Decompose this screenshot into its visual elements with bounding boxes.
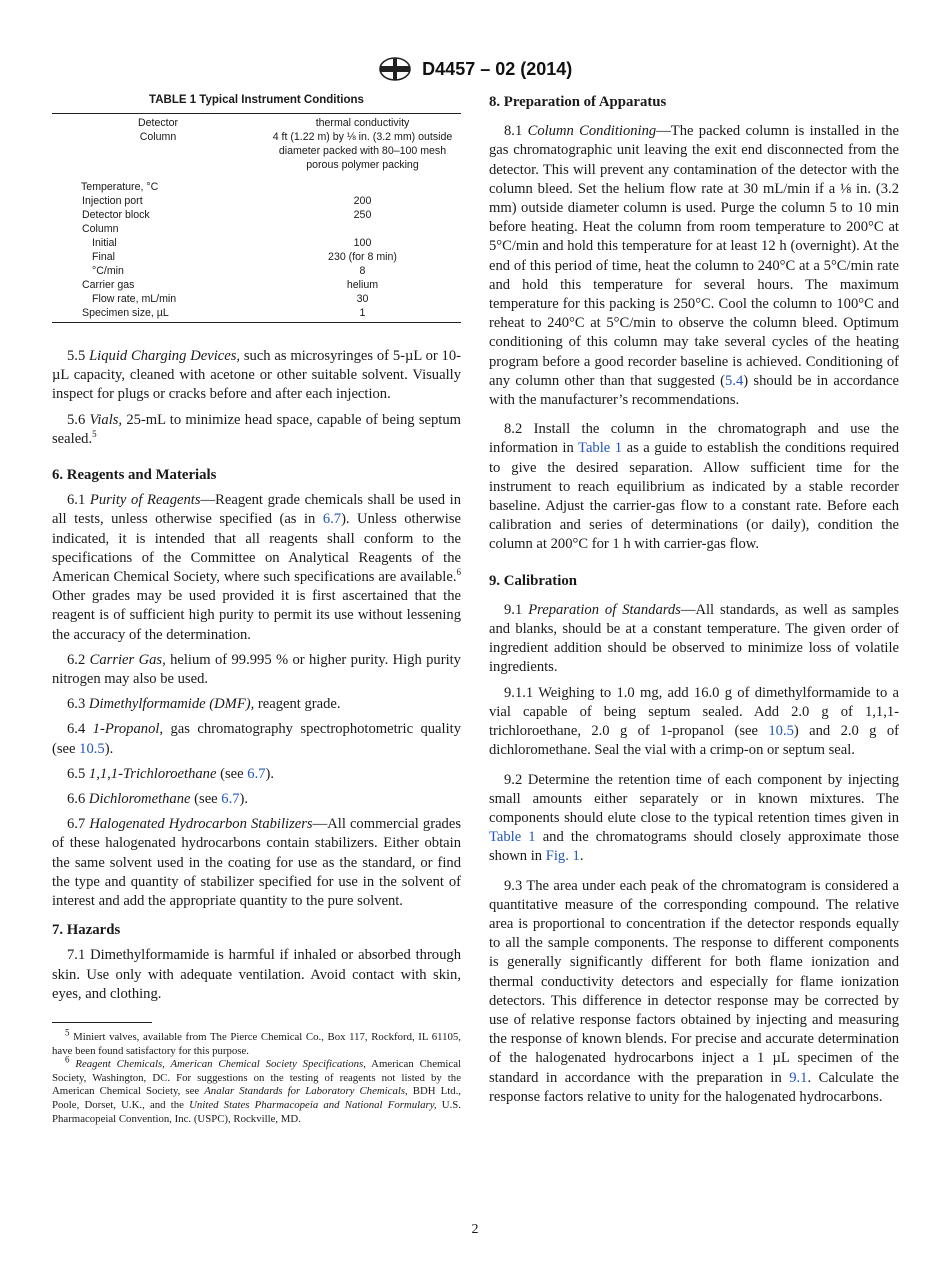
- ref-link-10-5[interactable]: 10.5: [768, 723, 794, 740]
- table-row: [52, 130, 461, 144]
- section-7-heading: 7. Hazards: [52, 922, 121, 939]
- ref-link-6-7[interactable]: 6.7: [247, 765, 266, 782]
- ref-link-table-1[interactable]: Table 1: [578, 440, 623, 457]
- table-value: [264, 222, 461, 236]
- instrument-conditions-table: [52, 113, 461, 323]
- paragraph-8-1: 8.1 Column Conditioning—The packed column is installed in the gas chromatographic unit leaving the exit end disconnected from the detector. This will prevent any contamination of the detector with the column bleed. Set the helium flow rate at 30 mL/min if a ⅛ in. (3.2 mm) outside diameter column is used. Purge the column 5 to 10 min before heating. Heat the column from room temperature to 200°C at 5°C/min and hold this temperature for at least 12 h (overnight). At the end of this period of time, heat the column to 240°C at a 5°C/min rate and hold this temperature for several hours. The maximum temperature for this packing is 250°C. Cool the column to 100°C and reheat to 240°C at 5°C/min to observe the column bleed. Optimum conditioning of this column may take several cycles of the heating program before a good recorder baseline is achieved. Conditioning of any column other than that suggested (5.4) should be in accordance with the manufacturer’s recommendations.: [489, 123, 899, 409]
- table-label: Injection port: [82, 195, 143, 207]
- ref-link-table-1[interactable]: Table 1: [489, 829, 536, 846]
- table-row: [52, 292, 461, 306]
- section-6-heading: 6. Reagents and Materials: [52, 467, 217, 484]
- table-value: 200: [353, 195, 372, 207]
- table-label: Specimen size, µL: [82, 307, 169, 319]
- table-label: Detector: [137, 117, 179, 129]
- paragraph-9-2: 9.2 Determine the retention time of each component by injecting small amounts either separately or in known mixtures. The components should elute close to the typical retention times given in Table 1 and the chromatograms should closely approximate those shown in Fig. 1.: [489, 771, 899, 865]
- paragraph-6-4: 6.4 1-Propanol, gas chromatography spectrophotometric quality (see 10.5).: [52, 721, 461, 757]
- table-row: [52, 158, 461, 172]
- table-label: Detector block: [82, 209, 150, 221]
- page-header: [0, 56, 950, 82]
- ref-link-10-5[interactable]: 10.5: [79, 740, 105, 757]
- section-9-heading: 9. Calibration: [489, 572, 577, 589]
- table-label: [52, 158, 264, 172]
- paragraph-8-2: 8.2 Install the column in the chromatograph and use the information in Table 1 as a guide to establish the conditions required to give the desired separation. Allow sufficient time for the instrument to reach equilibrium as indicated by a stable recorder baseline. Adjust the carrier-gas flow to a constant rate. Before each calibration and series of determinations (or daily), condition the column at 200°C for 1 h with carrier-gas flow.: [489, 421, 899, 553]
- table-label: Flow rate, mL/min: [92, 293, 177, 305]
- paragraph-9-3: 9.3 The area under each peak of the chromatogram is considered a quantitative measure of the corresponding compound. The relative area is proportional to concentration if the detector responds equally to all the sample components. The response to different components is generally significantly different for both flame ionization and thermal conductivity detectors and especially for flame ionization detectors. This difference in detector response may be corrected by use of relative response factors obtained by injecting and measuring the response of known blends. For precise and accurate determination of the halogenated hydrocarbons inject a 1 µL specimen of the standard in accordance with the preparation in 9.1. Calculate the response factors relative to unity for the halogenated hydrocarbons.: [489, 877, 899, 1105]
- table-row: [52, 250, 461, 264]
- paragraph-9-1: 9.1 Preparation of Standards—All standards, as well as samples and blanks, should be at a constant temperature. The given order of ingredient addition should be observed to minimize loss of volatile ingredients.: [489, 601, 899, 676]
- paragraph-6-1: 6.1 Purity of Reagents—Reagent grade chemicals shall be used in all tests, unless otherwise specified (as in 6.7). Unless otherwise indicated, it is intended that all reagents shall conform to the specifications of the Committee on Analytical Reagents of the American Chemical Society, where such specifications are available.$^6$ Other grades may be used provided it is first ascertained that the reagent is of sufficient high purity to permit its use without lessening the accuracy of the determination.: [52, 492, 462, 643]
- table-label: Temperature, °C: [81, 181, 159, 193]
- table-label: Column: [139, 131, 177, 143]
- astm-logo-icon: [378, 56, 412, 82]
- table-row: [52, 114, 461, 131]
- table-caption: TABLE 1 Typical Instrument Conditions: [149, 94, 364, 106]
- table-row: [52, 180, 461, 194]
- table-value: porous polymer packing: [306, 159, 419, 171]
- table-row: [52, 208, 461, 222]
- paragraph-9-1-1: 9.1.1 Weighing to 1.0 mg, add 16.0 g of dimethylformamide to a vial capable of being septum sealed. Add 2.0 g of 1,1,1-trichloroethane, 2.0 g of 1-propanol (see 10.5) and 2.0 g of dichloromethane. Seal the vial with a crimp-on or septum seal.: [489, 684, 899, 759]
- table-spacer: [52, 172, 461, 180]
- footnote-5: $^5$ Miniert valves, available from The Pierce Chemical Co., Box 117, Rockford, IL 61105, have been found satisfactory for this purpose.: [52, 1027, 461, 1057]
- table-value: [264, 180, 461, 194]
- table-row: [52, 278, 461, 292]
- paragraph-6-7: 6.7 Halogenated Hydrocarbon Stabilizers—All commercial grades of these halogenated hydrocarbons contain stabilizers. Either obtain the same solvent used in the coating for use as the standard, or find the type and quantity of stabilizer specified for use in the solvent of interest and add the appropriate quantity to the pure solvent.: [52, 816, 461, 910]
- table-label: [52, 144, 264, 158]
- footnote-ref-5: 5: [92, 428, 97, 439]
- table-label: Column: [82, 223, 119, 235]
- paragraph-6-2: 6.2 Carrier Gas, helium of 99.995 % or higher purity. High purity nitrogen may also be used.: [52, 651, 461, 688]
- table-value: diameter packed with 80–100 mesh: [278, 145, 447, 157]
- table-label: °C/min: [92, 265, 124, 277]
- ref-link-fig-1[interactable]: Fig. 1: [545, 848, 580, 865]
- paragraph-6-6: 6.6 Dichloromethane (see 6.7).: [67, 791, 249, 808]
- table-row: [52, 264, 461, 278]
- table-row: [52, 306, 461, 323]
- table-value: 230 (for 8 min): [328, 251, 397, 263]
- table-label: Final: [92, 251, 115, 263]
- section-8-heading: 8. Preparation of Apparatus: [489, 94, 667, 110]
- footnote-6: $^6$ Reagent Chemicals, American Chemical Society Specifications, American Chemical Society, Washington, DC. For suggestions on the testing of reagents not listed by the American Chemical Society, see Analar Standards for Laboratory Chemicals, BDH Ltd., Poole, Dorset, U.K., and the United States Pharmacopeia and National Formulary, U.S. Pharmacopeial Convention, Inc. (USPC), Rockville, MD.: [52, 1054, 461, 1125]
- table-value: 30: [356, 293, 369, 305]
- paragraph-5-6: 5.6 Vials, 25-mL to minimize head space, capable of being septum sealed.$^5$: [52, 411, 461, 447]
- table-value: 250: [353, 209, 372, 221]
- ref-link-9-1[interactable]: 9.1: [789, 1069, 808, 1086]
- table-value: 4 ft (1.22 m) by ⅛ in. (3.2 mm) outside: [272, 131, 453, 143]
- paragraph-5-5: 5.5 Liquid Charging Devices, such as microsyringes of 5-µL or 10-µL capacity, cleaned with acetone or other suitable solvent. Visually inspect for plugs or cracks before and after each injection.: [52, 348, 461, 403]
- ref-link-5-4[interactable]: 5.4: [725, 372, 744, 389]
- table-value: 100: [353, 237, 372, 249]
- paragraph-7-1: 7.1 Dimethylformamide is harmful if inhaled or absorbed through skin. Use only with adequate ventilation. Avoid contact with skin, eyes, and clothing.: [52, 947, 461, 1002]
- paragraph-6-3: 6.3 Dimethylformamide (DMF), reagent grade.: [67, 696, 341, 713]
- table-value: thermal conductivity: [315, 117, 410, 129]
- table-row: [52, 222, 461, 236]
- footnote-ref-6: 6: [456, 567, 461, 578]
- footnotes: [52, 1027, 461, 1126]
- page-number: 2: [471, 1222, 479, 1237]
- table-value: helium: [346, 279, 379, 291]
- table-row: [52, 236, 461, 250]
- right-column: [489, 93, 899, 1107]
- table-value: 8: [359, 265, 366, 277]
- ref-link-6-7[interactable]: 6.7: [221, 791, 240, 808]
- table-row: [52, 144, 461, 158]
- standard-designation: D4457 – 02 (2014): [422, 58, 573, 79]
- table-row: [52, 194, 461, 208]
- left-column: [52, 93, 461, 1126]
- ref-link-6-7[interactable]: 6.7: [322, 511, 342, 528]
- paragraph-6-5: 6.5 1,1,1-Trichloroethane (see 6.7).: [67, 765, 275, 782]
- table-label: Initial: [92, 237, 117, 249]
- table-label: Carrier gas: [82, 279, 135, 291]
- table-value: 1: [359, 307, 366, 319]
- footnote-divider: [52, 1022, 152, 1023]
